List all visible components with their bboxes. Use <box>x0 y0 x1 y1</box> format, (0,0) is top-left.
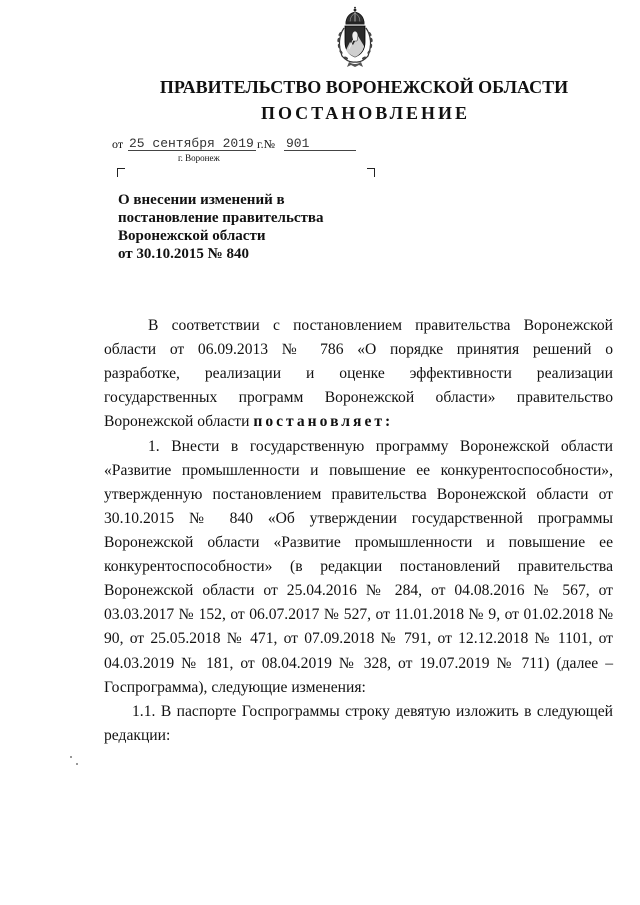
title-line: Воронежской области <box>118 228 266 244</box>
title-line: от 30.10.2015 № 840 <box>118 246 249 262</box>
paragraph-preamble <box>104 314 613 435</box>
text-line: 30.10.2015 № 840 «Об утверждении государственной программы <box>104 509 613 527</box>
title-line: О внесении изменений в <box>118 192 285 208</box>
text-line: 1. Внести в государственную программу Воронежской области <box>148 437 613 455</box>
decree-word: постановляет: <box>253 413 394 431</box>
decree-body <box>104 314 613 748</box>
text-line: 04.03.2019 № 181, от 08.04.2019 № 328, от 19.07.2019 № 711) (далее – <box>104 654 613 672</box>
text-line: разработке, реализации и оценке эффективности реализации <box>104 365 613 383</box>
text-fragment: Воронежской области <box>104 413 250 431</box>
corner-bracket-left <box>117 168 125 177</box>
document-type: ПОСТАНОВЛЕНИЕ <box>260 103 471 123</box>
scan-speck <box>70 756 72 758</box>
text-line <box>104 410 613 434</box>
document-date: 25 сентября 2019 <box>128 136 256 151</box>
text-line: 03.03.2017 № 152, от 06.07.2017 № 527, от 11.01.2018 № 9, от 01.02.2018 № <box>104 606 613 624</box>
paragraph-item-1-1 <box>104 700 613 748</box>
text-line: Воронежской области от 25.04.2016 № 284, от 04.08.2016 № 567, от <box>104 582 613 600</box>
text-line: 90, от 25.05.2018 № 471, от 07.09.2018 № 791, от 12.12.2018 № 1101, от <box>104 630 613 648</box>
document-title <box>118 191 324 263</box>
text-line: Воронежской области «Развитие промышленности и повышение ее <box>104 533 613 551</box>
city-name: г. Воронеж <box>178 153 220 163</box>
title-line: постановление правительства <box>118 210 324 226</box>
corner-bracket-right <box>367 168 375 177</box>
text-line: конкурентоспособности» (в редакции постановлений правительства <box>104 558 613 576</box>
text-line: редакции: <box>104 726 171 744</box>
text-line: Госпрограмма), следующие изменения: <box>104 678 366 696</box>
document-number: 901 <box>284 136 356 151</box>
date-prefix: от <box>112 137 124 151</box>
text-line: В соответствии с постановлением правительства Воронежской <box>148 317 613 334</box>
text-line: государственных программ Воронежской области» правительство <box>104 389 613 407</box>
scan-speck <box>76 763 78 765</box>
text-line: 1.1. В паспорте Госпрограммы строку девятую изложить в следующей <box>132 702 613 720</box>
organization-name: ПРАВИТЕЛЬСТВО ВОРОНЕЖСКОЙ ОБЛАСТИ <box>159 77 569 97</box>
coat-of-arms-icon <box>325 6 385 68</box>
text-line: области от 06.09.2013 № 786 «О порядке принятия решений о <box>104 341 613 359</box>
paragraph-item-1 <box>104 435 613 700</box>
number-label: г.№ <box>257 137 276 151</box>
text-line: утвержденную постановлением правительства Воронежской области от <box>104 485 613 503</box>
text-line: «Развитие промышленности и повышение ее конкурентоспособности», <box>104 461 613 479</box>
